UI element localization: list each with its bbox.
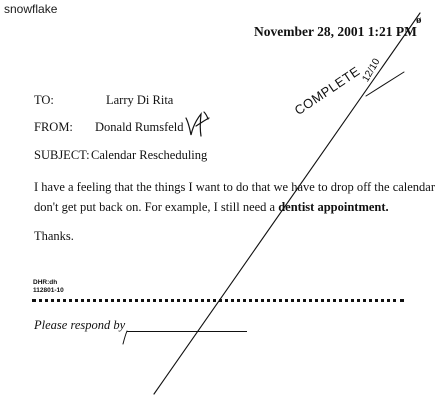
to-label: TO: bbox=[34, 93, 54, 107]
from-label: FROM: bbox=[34, 120, 73, 134]
subject-value: Calendar Rescheduling bbox=[91, 148, 208, 162]
handwritten-complete-date: 12/10 bbox=[360, 56, 383, 84]
reference-code: 112801-10 bbox=[33, 287, 64, 294]
handwritten-complete-stamp: COMPLETE bbox=[291, 63, 363, 118]
memo-date: November 28, 2001 1:21 PM bbox=[254, 24, 417, 39]
to-value: Larry Di Rita bbox=[106, 93, 174, 107]
from-value: Donald Rumsfeld bbox=[95, 120, 184, 134]
corner-mark: ø bbox=[416, 14, 422, 26]
reference-initials: DHR:dh bbox=[33, 279, 58, 286]
closing-thanks: Thanks. bbox=[34, 229, 74, 243]
stamp-underline bbox=[366, 72, 404, 96]
body-line-2-emphasis: dentist appointment. bbox=[278, 200, 389, 214]
header-tag: snowflake bbox=[4, 2, 58, 16]
diagonal-strike-line bbox=[154, 13, 420, 394]
respond-hook bbox=[123, 331, 127, 344]
respond-by-label: Please respond by bbox=[34, 318, 126, 332]
initials-signature bbox=[186, 112, 209, 136]
subject-label: SUBJECT: bbox=[34, 148, 90, 162]
body-line-2-text: don't get put back on. For example, I still need a bbox=[34, 200, 279, 214]
body-line-1: I have a feeling that the things I want to do that we have to drop off the calendar bbox=[34, 180, 436, 194]
